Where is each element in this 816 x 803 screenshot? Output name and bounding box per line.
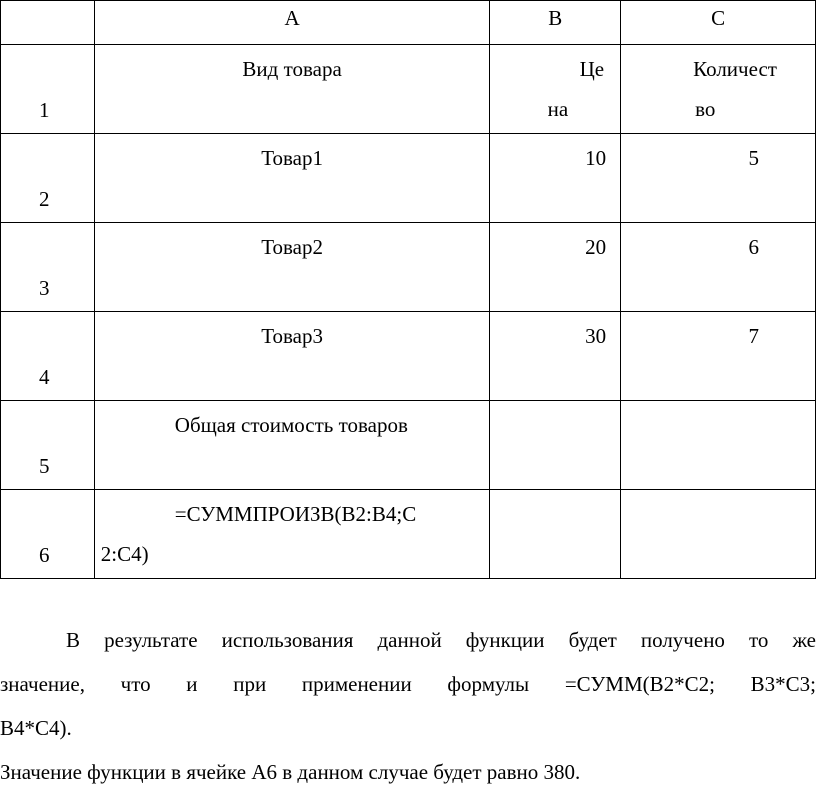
cell-b1-line1: Це [579, 57, 605, 81]
corner-cell [1, 1, 95, 45]
table-row [1, 223, 816, 312]
row-number: 5 [1, 401, 95, 490]
cell-a3: Товар2 [94, 223, 490, 312]
cell-a2: Товар1 [94, 134, 490, 223]
cell-b1 [490, 45, 621, 134]
table-row [1, 134, 816, 223]
row-number: 6 [1, 490, 95, 579]
cell-b3: 20 [490, 223, 621, 312]
cell-c3: 6 [621, 223, 816, 312]
cell-a4: Товар3 [94, 312, 490, 401]
table-row [1, 490, 816, 579]
row-number: 1 [1, 45, 95, 134]
result-paragraph [0, 618, 816, 750]
table-row [1, 312, 816, 401]
cell-c6 [621, 490, 816, 579]
cell-b5 [490, 401, 621, 490]
cell-a6-line2: 2:C4) [100, 542, 149, 566]
cell-b4: 30 [490, 312, 621, 401]
cell-c1-line2: во [695, 97, 716, 121]
cell-b6 [490, 490, 621, 579]
paragraph-line-3: B4*C4). [0, 716, 72, 740]
cell-c2: 5 [621, 134, 816, 223]
cell-b1-line2: на [547, 97, 569, 121]
cell-c4: 7 [621, 312, 816, 401]
column-header-c: C [621, 1, 816, 45]
table-row [1, 45, 816, 134]
cell-a6 [94, 490, 490, 579]
row-number: 4 [1, 312, 95, 401]
conclusion-paragraph: Значение функции в ячейке А6 в данном случае будет равно 380. [0, 760, 581, 784]
column-header-row [1, 1, 816, 45]
row-number: 2 [1, 134, 95, 223]
cell-a1: Вид товара [94, 45, 490, 134]
paragraph-line-1: В результате использования данной функции будет получено то же [66, 628, 816, 652]
cell-c1 [621, 45, 816, 134]
table-row [1, 401, 816, 490]
cell-c1-line1: Количест [693, 57, 777, 81]
column-header-b: B [490, 1, 621, 45]
cell-b2: 10 [490, 134, 621, 223]
cell-a5: Общая стоимость товаров [94, 401, 490, 490]
cell-c5 [621, 401, 816, 490]
cell-a6-line1: =СУММПРОИЗВ(B2:B4;C [174, 502, 417, 526]
column-header-a: A [94, 1, 490, 45]
row-number: 3 [1, 223, 95, 312]
paragraph-line-2: значение, что и при применении формулы =СУММ(B2*C2; B3*C3; [0, 672, 816, 696]
